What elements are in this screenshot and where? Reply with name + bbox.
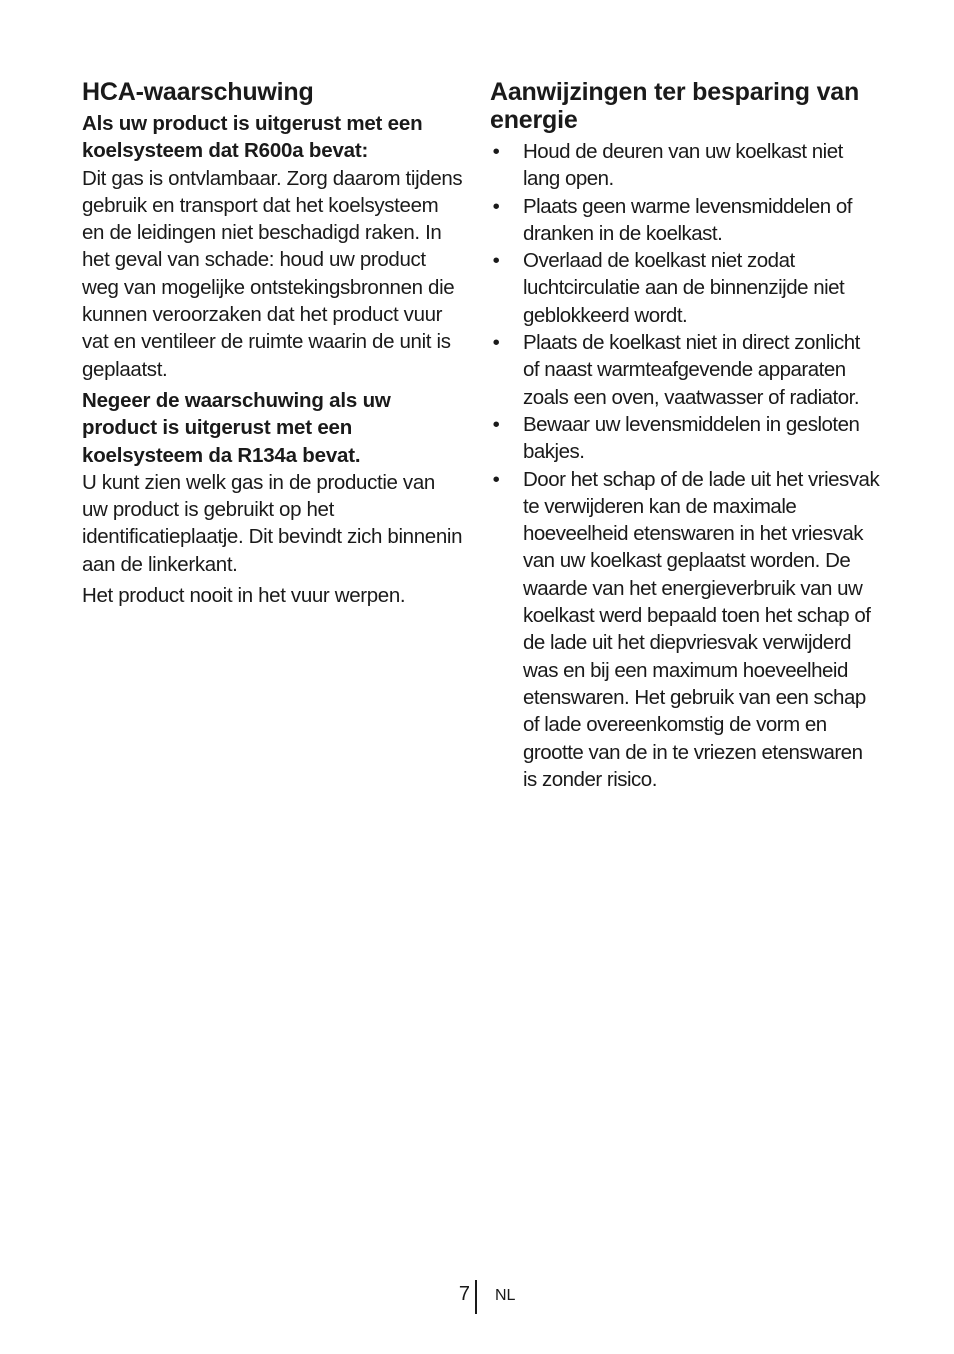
list-item-text: Houd de deuren van uw koelkast niet lang open. [523,140,843,191]
list-item [490,411,880,466]
energy-tips-list [490,138,880,793]
r600a-condition: Als uw product is uitgerust met een koelsysteem dat R600a bevat: [82,112,423,163]
fire-disposal-warning: Het product nooit in het vuur werpen. [82,584,406,608]
bullet-icon: • [492,249,500,273]
energy-saving-heading: Aanwijzingen ter besparing van energie [490,78,860,134]
list-item-text: Bewaar uw levensmiddelen in gesloten bakjes. [523,412,860,464]
language-code: NL [495,1287,516,1304]
page-footer [0,1280,954,1314]
bullet-icon: • [492,194,500,218]
right-column [490,74,880,793]
list-item [490,247,880,329]
page-separator [475,1280,477,1314]
list-item-text: Plaats de koelkast niet in direct zonlicht of naast warmteafgevende apparaten zoals een oven, vaatwasser of radiator. [523,331,860,409]
list-item-text: Plaats geen warme levensmiddelen of dranken in de koelkast. [523,194,852,245]
list-item-text: Overlaad de koelkast niet zodat luchtcirculatie aan de binnenzijde niet geblokkeerd wordt. [523,249,845,327]
list-item-text: Door het schap of de lade uit het vriesvak te verwijderen kan de maximale hoeveelheid etenswaren in het vriesvak van uw koelkast geplaatst worden. De waarde van het energieverbruik van uw koelkast werd bepaald toen het schap of de lade uit het diepvriesvak verwijderd was en bij een maximum hoeveelheid etenswaren. Het gebruik van een schap of lade overeenkomstig de vorm en grootte van de in te vriezen etenswaren is zonder risico. [523,467,880,791]
hca-warning-heading: HCA-waarschuwing [82,78,314,106]
list-item [490,466,880,794]
bullet-icon: • [492,412,500,436]
left-column [82,74,464,609]
r134a-condition: Negeer de waarschuwing als uw product is uitgerust met een koelsysteem da R134a bevat. [82,388,391,467]
bullet-icon: • [492,140,500,163]
bullet-icon: • [492,467,500,491]
list-item [490,138,880,193]
page-number: 7 [458,1283,470,1305]
gas-identification-paragraph: U kunt zien welk gas in de productie van uw product is gebruikt op het identificatieplaatje. Dit bevindt zich binnenin aan de linkerkant. [82,470,463,576]
flammable-gas-paragraph: Dit gas is ontvlambaar. Zorg daarom tijdens gebruik en transport dat het koelsysteem en de leidingen niet beschadigd raken. In het geval van schade: houd uw product weg van mogelijke ontstekingsbronnen die kunnen veroorzaken dat het product vuur vat en ventileer de ruimte waarin de unit is geplaatst. [82,166,463,381]
list-item [490,329,880,411]
bullet-icon: • [492,331,500,355]
list-item [490,193,880,248]
